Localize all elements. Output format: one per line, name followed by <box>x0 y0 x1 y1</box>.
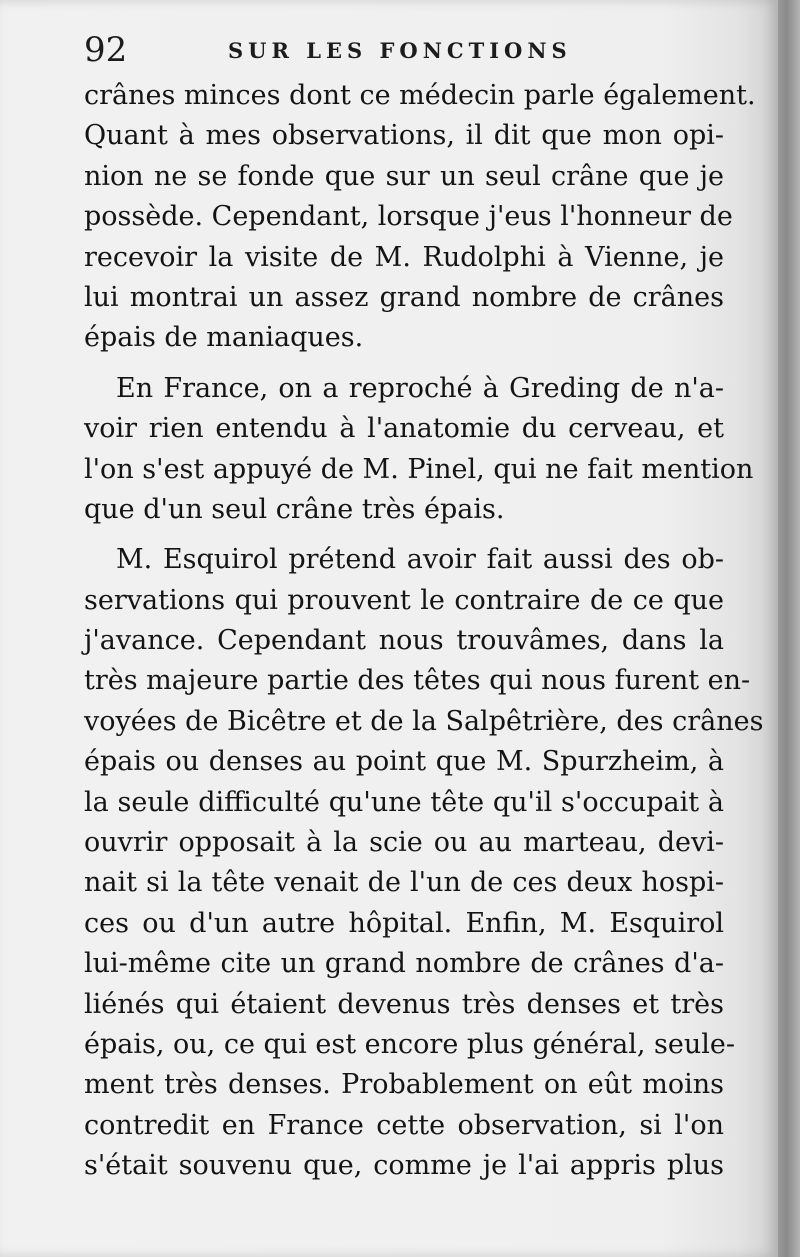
text-line: voyées de Bicêtre et de la Salpêtrière, des crânes <box>84 705 764 737</box>
text-line: recevoir la visite de M. Rudolphi à Vienne, je <box>84 241 724 273</box>
text-line: très majeure partie des têtes qui nous furent en- <box>84 665 751 697</box>
text-line: épais, ou, ce qui est encore plus général, seule- <box>84 1028 736 1060</box>
text-line: liénés qui étaient devenus très denses et très <box>84 988 724 1020</box>
text-line: lui montrai un assez grand nombre de crânes <box>84 281 724 313</box>
text-line: lui-même cite un grand nombre de crânes d'a- <box>84 948 724 980</box>
paragraph-3 <box>84 540 764 1186</box>
paragraph-2 <box>84 369 754 531</box>
text-line: nion ne se fonde que sur un seul crâne que je <box>84 160 724 192</box>
page-header <box>84 30 724 70</box>
body-text <box>84 76 764 1187</box>
text-line: Quant à mes observations, il dit que mon opi- <box>84 120 724 152</box>
text-line: que d'un seul crâne très épais. <box>84 493 505 525</box>
running-head: SUR LES FONCTIONS <box>228 38 572 63</box>
page-edge <box>778 0 800 1257</box>
text-line: En France, on a reproché à Greding de n'a- <box>116 372 724 404</box>
text-line: ces ou d'un autre hôpital. Enfin, M. Esquirol <box>84 907 724 939</box>
text-line: la seule difficulté qu'une tête qu'il s'occupait à <box>84 786 724 818</box>
text-line: crânes minces dont ce médecin parle également. <box>84 80 756 111</box>
text-line: ouvrir opposait à la scie ou au marteau, devi- <box>84 827 724 859</box>
text-line: épais de maniaques. <box>84 322 364 354</box>
paragraph-1 <box>84 76 756 359</box>
text-line: contredit en France cette observation, si l'on <box>84 1109 724 1141</box>
text-line: voir rien entendu à l'anatomie du cerveau, et <box>84 413 724 445</box>
page-number: 92 <box>84 30 128 70</box>
text-line: possède. Cependant, lorsque j'eus l'honneur de <box>84 201 733 233</box>
text-line: servations qui prouvent le contraire de ce que <box>84 584 724 616</box>
text-line: épais ou denses au point que M. Spurzheim, à <box>84 746 724 778</box>
text-line: ment très denses. Probablement on eût moins <box>84 1069 724 1101</box>
text-line: s'était souvenu que, comme je l'ai appris plus <box>84 1150 724 1182</box>
text-line: nait si la tête venait de l'un de ces deux hospi- <box>84 867 724 899</box>
text-line: M. Esquirol prétend avoir fait aussi des ob- <box>116 544 724 576</box>
text-line: l'on s'est appuyé de M. Pinel, qui ne fait mention <box>84 453 754 485</box>
text-line: j'avance. Cependant nous trouvâmes, dans la <box>84 625 724 657</box>
